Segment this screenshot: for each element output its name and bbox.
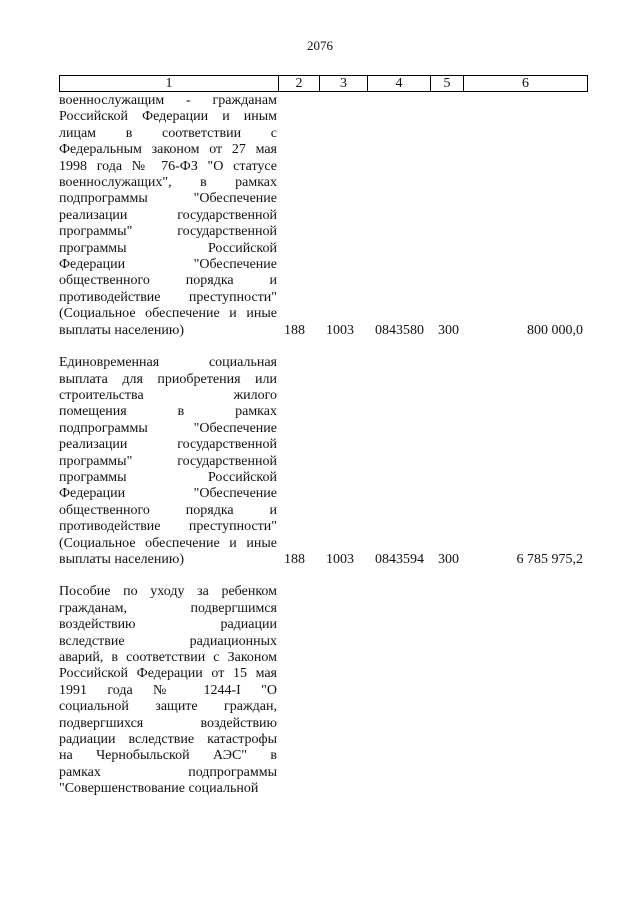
description-line: общественного порядка и [59,273,277,289]
description-line: строительства жилого [59,387,277,403]
column-header-4: 4 [368,76,431,92]
column-header-5: 5 [431,76,464,92]
column-header-6: 6 [464,76,588,92]
description-line: радиации вследствие катастрофы [59,732,277,748]
row-section-code: 188 [284,551,305,567]
description-line: противодействие преступности" [59,519,277,535]
description-line: противодействие преступности" [59,289,277,305]
page-number: 2076 [307,38,333,53]
row-target-article-code: 0843594 [375,551,424,567]
row-description [59,355,277,568]
description-line: гражданам, подвергшимся [59,600,277,616]
description-line: выплаты населению) [59,551,184,567]
description-line: воздействию радиации [59,617,277,633]
description-line: помещения в рамках [59,404,277,420]
column-header-row [60,76,588,92]
description-line: подпрограммы "Обеспечение [59,191,277,207]
table-row [59,584,589,797]
row-description [59,584,277,797]
table-body [59,93,589,798]
description-line: Федерации "Обеспечение [59,257,277,273]
column-header-1: 1 [60,76,279,92]
description-line: аварий, в соответствии с Законом [59,650,277,665]
description-line: военнослужащих", в рамках [59,175,277,191]
row-subsection-code: 1003 [326,322,354,338]
description-line: общественного порядка и [59,502,277,518]
description-line: (Социальное обеспечение и иные [59,535,277,551]
row-description [59,93,277,339]
description-line: (Социальное обеспечение и иные [59,306,277,322]
description-line: подпрограммы "Обеспечение [59,420,277,436]
column-header-2: 2 [279,76,320,92]
description-line: реализации государственной [59,437,277,453]
table-row [59,93,589,339]
description-line: реализации государственной [59,207,277,223]
column-header-table [59,75,588,92]
row-section-code: 188 [284,322,305,338]
row-subsection-code: 1003 [326,551,354,567]
description-line: программы" государственной [59,453,277,469]
description-line: программы Российской [59,469,277,485]
description-line: выплаты населению) [59,322,184,338]
row-expense-type-code: 300 [438,551,459,567]
description-line: Пособие по уходу за ребенком [59,584,277,600]
description-line: "Совершенствование социальной [59,781,259,797]
column-header-3: 3 [320,76,368,92]
description-line: Российской Федерации и иным [59,109,277,125]
description-line: лицам в соответствии с [59,125,277,141]
description-line: программы" государственной [59,224,277,240]
description-line: рамках подпрограммы [59,764,277,780]
row-target-article-code: 0843580 [375,322,424,338]
description-line: подвергшихся воздействию [59,715,277,731]
description-line: Единовременная социальная [59,355,277,371]
description-line: 1991 года № 1244-I "О [59,682,277,698]
description-line: программы Российской [59,240,277,256]
row-gap [59,339,589,355]
row-amount: 800 000,0 [527,322,583,338]
row-amount: 6 785 975,2 [516,551,583,567]
description-line: на Чернобыльской АЭС" в [59,748,277,764]
description-line: 1998 года № 76-ФЗ "О статусе [59,158,277,174]
description-line: военнослужащим - гражданам [59,93,277,108]
description-line: вследствие радиационных [59,633,277,649]
description-line: Федеральным законом от 27 мая [59,142,277,158]
description-line: выплата для приобретения или [59,371,277,387]
table-row [59,355,589,568]
description-line: социальной защите граждан, [59,699,277,715]
description-line: Федерации "Обеспечение [59,486,277,502]
row-expense-type-code: 300 [438,322,459,338]
row-gap [59,568,589,584]
description-line: Российской Федерации от 15 мая [59,666,277,682]
